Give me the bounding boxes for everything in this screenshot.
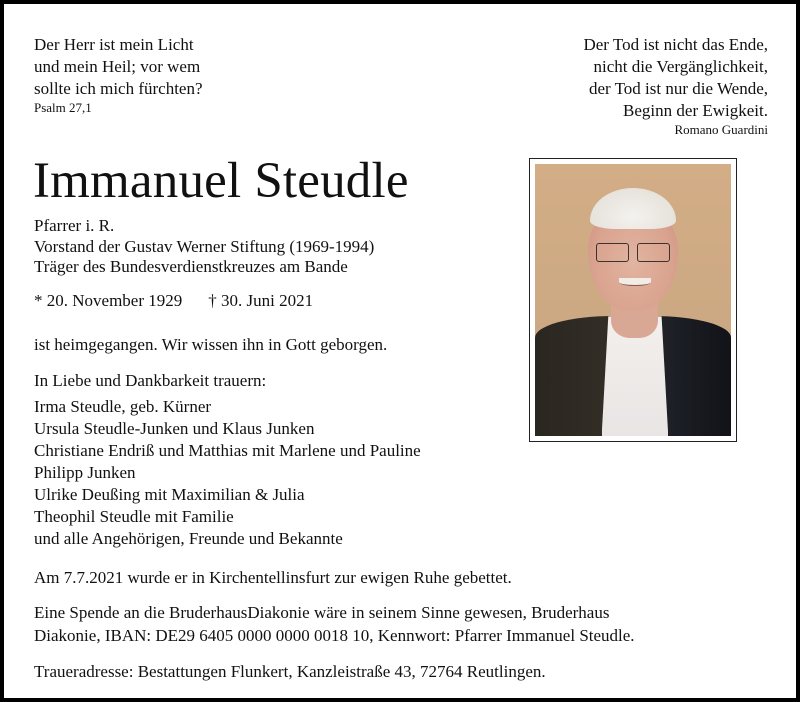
- glasses-icon: [596, 243, 670, 262]
- quote-author: Romano Guardini: [674, 122, 768, 137]
- deceased-name: Immanuel Steudle: [33, 153, 409, 209]
- mourning-address: Traueradresse: Bestattungen Flunkert, Kanzleistraße 43, 72764 Reutlingen.: [34, 662, 546, 681]
- mourner: Philipp Junken: [34, 463, 136, 482]
- mourner: Christiane Endriß und Matthias mit Marlene und Pauline: [34, 441, 421, 460]
- birth-date: * 20. November 1929: [34, 291, 183, 310]
- hair-shape: [590, 188, 676, 229]
- title-line: Pfarrer i. R.: [34, 216, 115, 235]
- deceased-titles: [34, 216, 374, 278]
- mourner: Theophil Steudle mit Familie: [34, 507, 234, 526]
- quote-line: der Tod ist nur die Wende,: [588, 79, 768, 98]
- donation-line: Diakonie, IBAN: DE29 6405 0000 0000 0018 10, Kennwort: Pfarrer Immanuel Steudle.: [34, 626, 635, 645]
- burial-notice: Am 7.7.2021 wurde er in Kirchentellinsfurt zur ewigen Ruhe gebettet.: [34, 568, 512, 587]
- verse-line: sollte ich mich fürchten?: [34, 79, 203, 98]
- mourner: Irma Steudle, geb. Kürner: [34, 397, 212, 416]
- quote-line: Der Tod ist nicht das Ende,: [583, 35, 768, 54]
- mourners-list: [34, 370, 421, 550]
- quote-line: Beginn der Ewigkeit.: [623, 101, 768, 120]
- smile-shape: [619, 278, 650, 286]
- mourners-intro: In Liebe und Dankbarkeit trauern:: [34, 371, 267, 390]
- portrait-frame: [529, 158, 737, 442]
- verse-line: Der Herr ist mein Licht: [34, 35, 194, 54]
- donation-notice: [34, 601, 784, 647]
- mourner: Ulrike Deußing mit Maximilian & Julia: [34, 485, 305, 504]
- bible-verse: [34, 34, 203, 116]
- death-date: † 30. Juni 2021: [208, 291, 314, 310]
- title-line: Vorstand der Gustav Werner Stiftung (1969-1994): [34, 236, 375, 256]
- title-line: Träger des Bundesverdienstkreuzes am Bande: [34, 257, 348, 276]
- quote: [583, 34, 768, 138]
- portrait-photo: [535, 164, 731, 436]
- donation-line: Eine Spende an die BruderhausDiakonie wäre in seinem Sinne gewesen, Bruderhaus: [34, 603, 610, 622]
- life-dates: [34, 290, 313, 312]
- mourner: Ursula Steudle-Junken und Klaus Junken: [34, 419, 315, 438]
- quote-line: nicht die Vergänglichkeit,: [593, 57, 768, 76]
- verse-source: Psalm 27,1: [34, 100, 92, 115]
- announcement-text: ist heimgegangen. Wir wissen ihn in Gott geborgen.: [34, 335, 388, 354]
- mourner: und alle Angehörigen, Freunde und Bekannte: [34, 529, 343, 548]
- verse-line: und mein Heil; vor wem: [34, 57, 201, 76]
